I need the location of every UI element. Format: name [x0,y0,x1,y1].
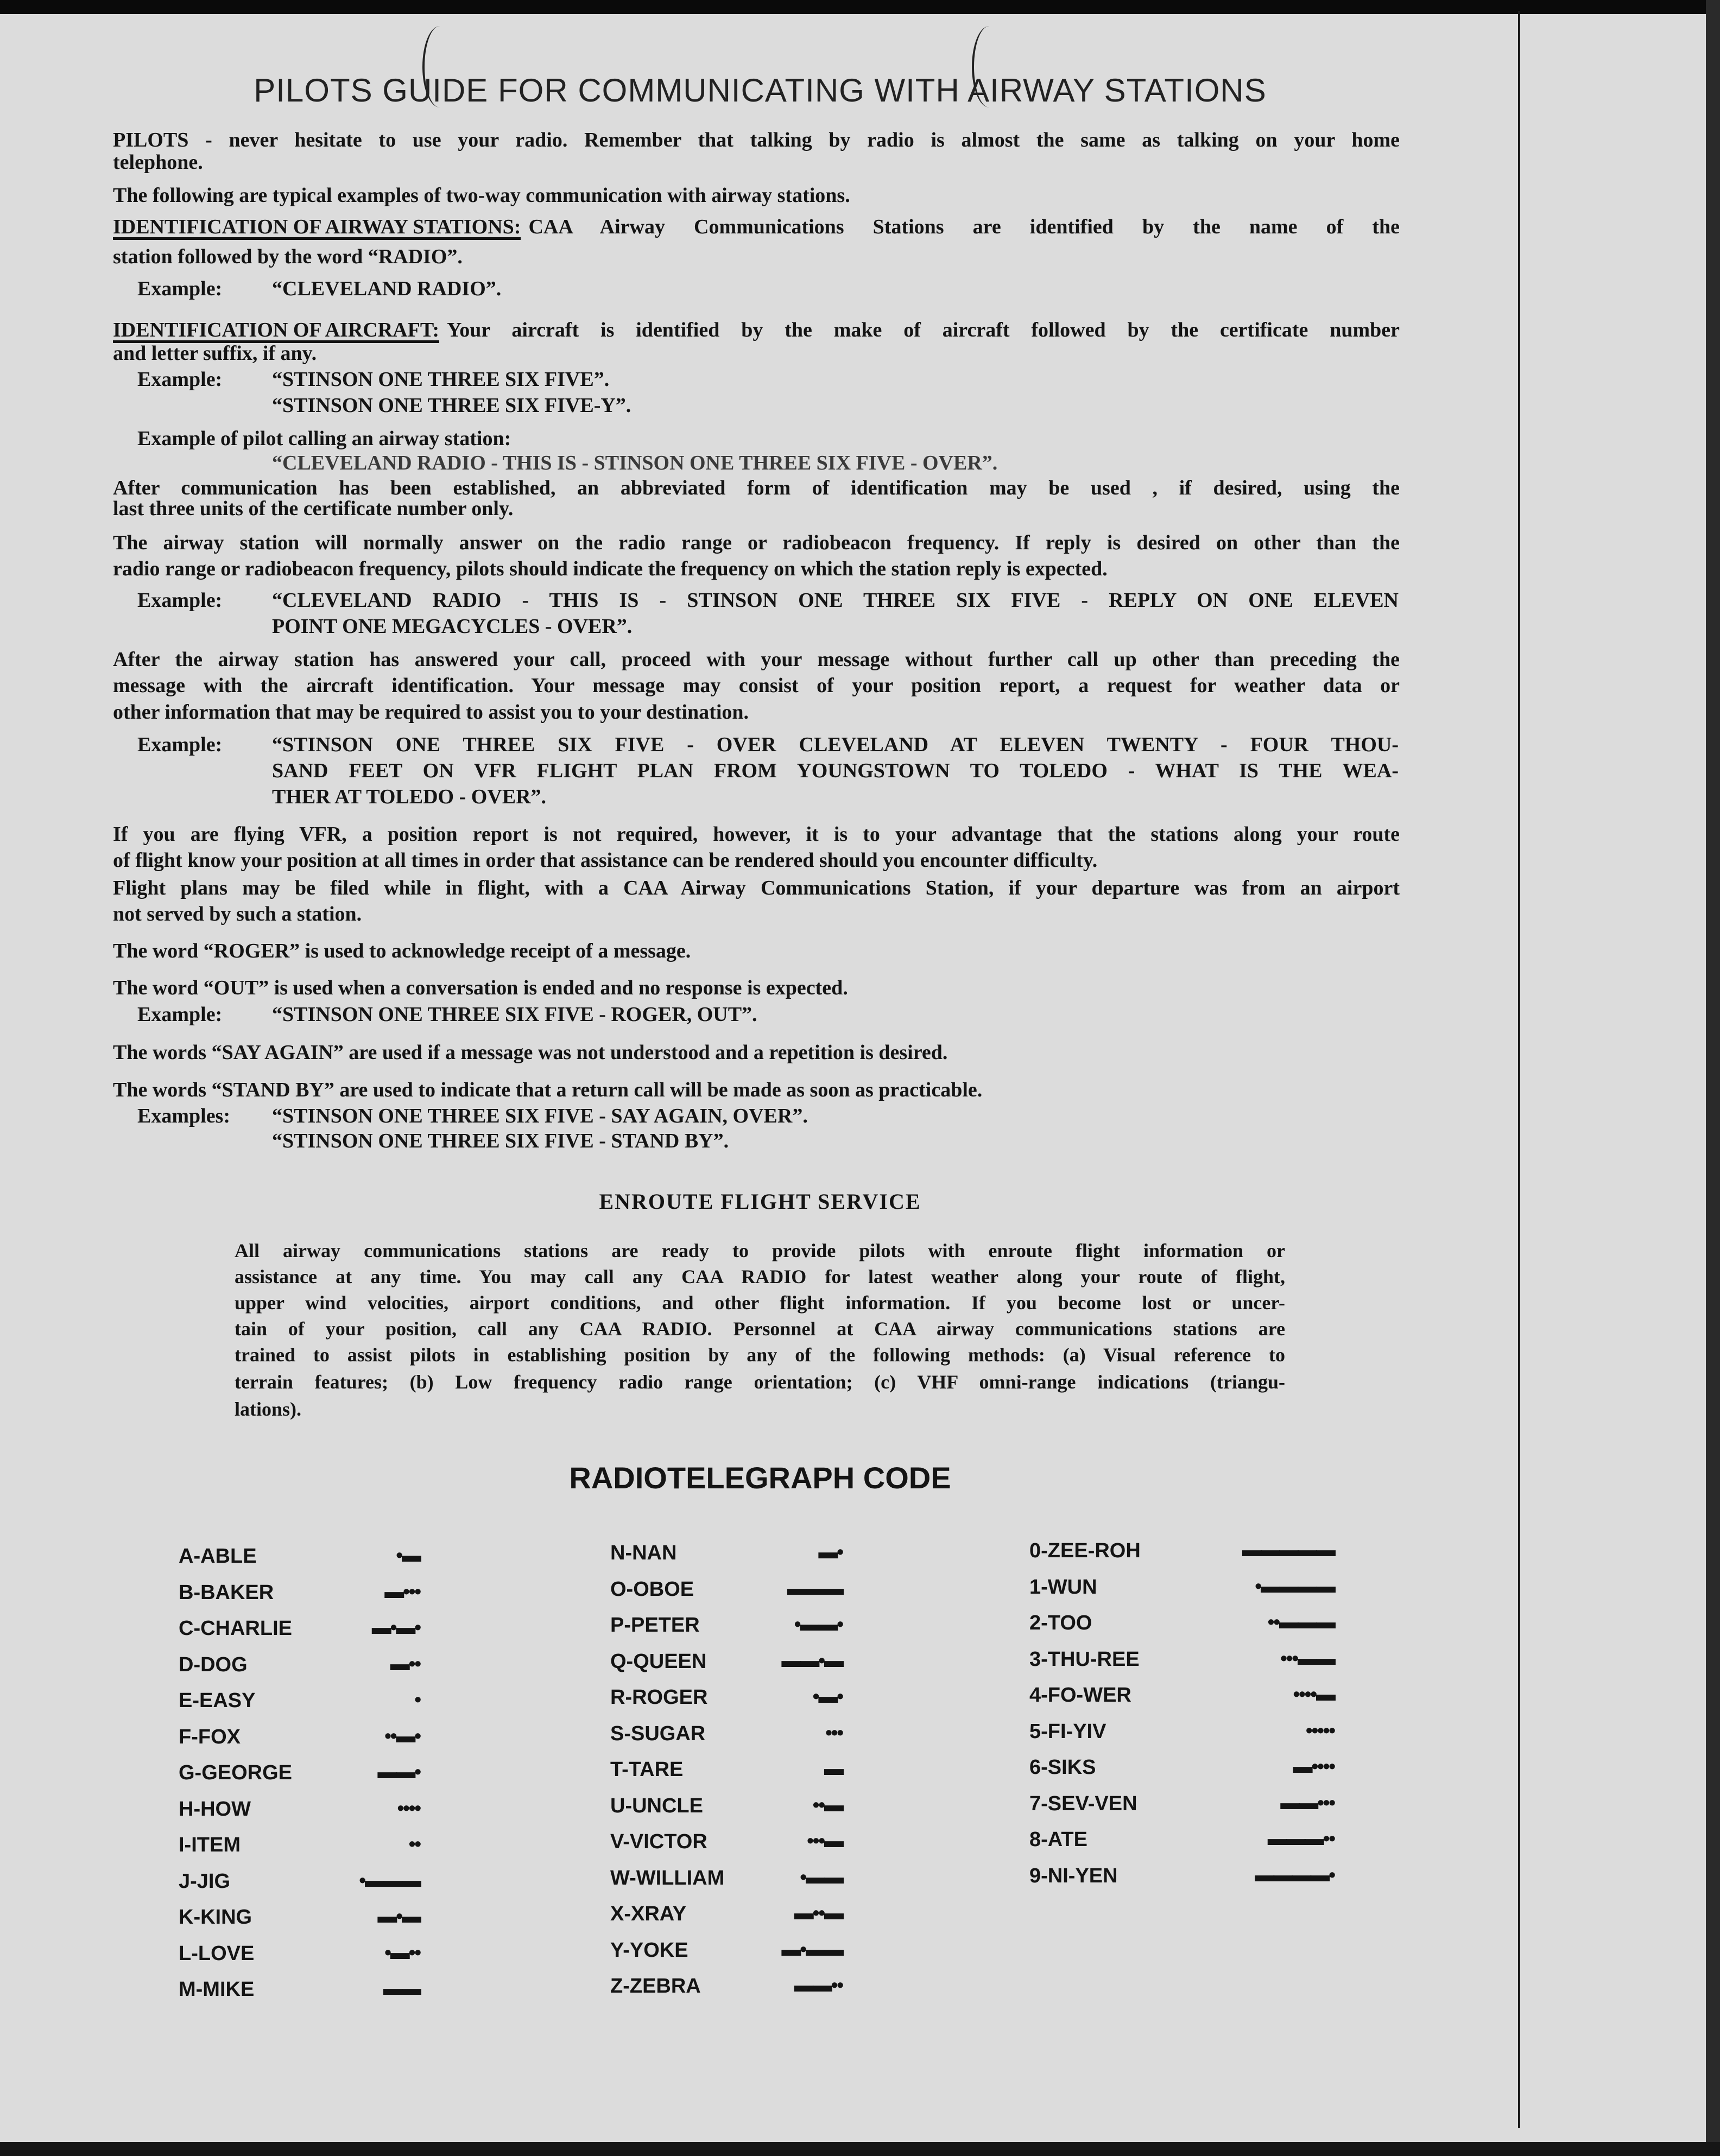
morse-code: ▬▬▬▬▬ [1242,1538,1335,1561]
morse-code: ▬••▬ [794,1901,843,1924]
morse-code: ▬▬•▬ [781,1648,843,1671]
code-row [610,1794,843,1831]
proceed-line: message with the aircraft identification. Your message may consist of your position report, a request for weather data or [113,674,1400,697]
code-row [1029,1539,1335,1576]
code-row [610,1975,843,2011]
example-quote: POINT ONE MEGACYCLES - OVER”. [272,615,633,638]
code-row [610,1830,843,1867]
code-label: 8-ATE [1029,1828,1087,1851]
code-label: Y-YOKE [610,1938,688,1962]
example-label: Example: [137,368,223,391]
morse-code: •• [408,1832,420,1855]
vfr-line: If you are flying VFR, a position report is not required, however, it is to your advantage that the stations along your route [113,823,1400,846]
morse-code: •▬•• [384,1941,420,1963]
morse-code: ▬▬ [383,1977,420,1999]
code-row [179,1870,420,1906]
example-quote: “STINSON ONE THREE SIX FIVE - OVER CLEVELAND AT ELEVEN TWENTY - FOUR THOU- [272,733,1399,756]
morse-code: ▬▬• [377,1760,420,1783]
code-row [179,1834,420,1870]
code-row [610,1867,843,1903]
code-label: D-DOG [179,1653,248,1676]
code-label: X-XRAY [610,1903,687,1925]
code-label: M-MIKE [179,1978,255,2001]
code-label: 1-WUN [1029,1575,1097,1599]
enroute-line: All airway communications stations are ready to provide pilots with enroute flight information or [235,1240,1285,1261]
pilot-calling-label: Example of pilot calling an airway station: [137,427,511,450]
code-label: T-TARE [610,1758,684,1781]
enroute-line: assistance at any time. You may call any CAA RADIO for latest weather along your route of flight, [235,1266,1285,1288]
example-label: Example: [137,1003,223,1026]
enroute-line: terrain features; (b) Low frequency radio range orientation; (c) VHF omni-range indications (triangu- [235,1371,1285,1393]
morse-code: ▬• [818,1540,843,1563]
example-quote: “STINSON ONE THREE SIX FIVE-Y”. [272,394,631,417]
stand-by-text: The words “STAND BY” are used to indicate that a return call will be made as soon as practicable. [113,1079,983,1101]
code-label: 0-ZEE-ROH [1029,1539,1141,1562]
code-label: 2-TOO [1029,1612,1092,1634]
examples-label: Examples: [137,1105,230,1127]
morse-code: ▬•••• [1293,1755,1335,1777]
code-row [179,1798,420,1834]
code-label: L-LOVE [179,1942,255,1965]
enroute-line: upper wind velocities, airport conditions, and other flight information. If you become lost or uncer- [235,1292,1285,1314]
morse-code: ••• [825,1721,843,1743]
code-row [179,1653,420,1690]
code-row [179,1978,420,2014]
proceed-line: After the airway station has answered your call, proceed with your message without further call up other than preceding the [113,648,1400,671]
morse-code: ▬▬▬▬• [1255,1863,1335,1886]
morse-code: ••▬▬▬ [1267,1610,1335,1633]
example-label: Example: [137,589,223,612]
morse-code: ▬•▬• [371,1616,420,1638]
code-label: 9-NI-YEN [1029,1864,1118,1887]
example-quote: “STINSON ONE THREE SIX FIVE - SAY AGAIN, OVER”. [272,1105,808,1127]
code-label: V-VICTOR [610,1830,707,1853]
code-column-letters-a-m [179,1545,420,2014]
code-row [1029,1720,1335,1756]
morse-code: •▬▬• [794,1613,843,1635]
example-label: Example: [137,277,223,300]
code-row [610,1903,843,1939]
id-stations-heading: IDENTIFICATION OF AIRWAY STATIONS: [113,214,521,240]
morse-code: •••▬▬ [1280,1646,1335,1669]
code-row [179,1617,420,1653]
code-row [1029,1612,1335,1648]
code-row [610,1722,843,1759]
code-label: P-PETER [610,1614,700,1637]
code-label: F-FOX [179,1725,241,1748]
page-title: PILOTS GUIDE FOR COMMUNICATING WITH AIRWAY STATIONS [254,72,1267,109]
code-label: I-ITEM [179,1834,241,1856]
example-label: Example: [137,733,223,756]
code-row [1029,1828,1335,1865]
page-edge-rule [1518,11,1520,2128]
enroute-line: lations). [235,1398,302,1420]
code-label: K-KING [179,1906,252,1929]
example-quote: SAND FEET ON VFR FLIGHT PLAN FROM YOUNGSTOWN TO TOLEDO - WHAT IS THE WEA- [272,759,1399,782]
morse-code: ••▬• [384,1724,420,1747]
following-text: The following are typical examples of two-way communication with airway stations. [113,184,850,207]
id-stations-line [113,214,1400,240]
code-label: B-BAKER [179,1581,274,1604]
example-quote: “CLEVELAND RADIO - THIS IS - STINSON ONE THREE SIX FIVE - OVER”. [272,452,998,474]
intro-line: telephone. [113,151,203,174]
abbreviated-line: last three units of the certificate number only. [113,497,514,520]
code-label: E-EASY [179,1689,256,1712]
answer-line: The airway station will normally answer on the radio range or radiobeacon frequency. If reply is desired on other than the [113,531,1400,554]
example-quote: “STINSON ONE THREE SIX FIVE - STAND BY”. [272,1130,729,1152]
code-row [179,1942,420,1979]
code-row [610,1758,843,1794]
morse-code: •▬▬▬ [359,1868,420,1891]
code-label: 7-SEV-VEN [1029,1792,1137,1815]
code-label: 6-SIKS [1029,1756,1096,1779]
code-row [610,1650,843,1686]
code-label: S-SUGAR [610,1722,706,1745]
code-row [610,1578,843,1614]
enroute-line: tain of your position, call any CAA RADIO. Personnel at CAA airway communications stations are [235,1318,1285,1340]
morse-code: ▬▬••• [1280,1791,1335,1813]
morse-code: •▬▬ [800,1865,843,1888]
code-label: W-WILLIAM [610,1866,725,1889]
proceed-line: other information that may be required to assist you to your destination. [113,701,749,724]
flight-plans-line: not served by such a station. [113,903,362,925]
morse-code: •••▬ [807,1829,843,1851]
code-row [179,1581,420,1618]
morse-code: •••• [397,1796,420,1819]
code-row [610,1686,843,1722]
example-quote: THER AT TOLEDO - OVER”. [272,785,547,808]
scan-bottom-border [0,2142,1720,2156]
code-row [179,1545,420,1581]
code-row [179,1761,420,1798]
code-label: C-CHARLIE [179,1617,292,1640]
example-quote: “STINSON ONE THREE SIX FIVE”. [272,368,610,391]
scan-top-border [0,0,1720,14]
morse-code: ▬▬•• [794,1974,843,1996]
scan-right-border [1706,0,1720,2156]
example-quote: “CLEVELAND RADIO - THIS IS - STINSON ONE THREE SIX FIVE - REPLY ON ONE ELEVEN [272,589,1399,612]
enroute-line: trained to assist pilots in establishing position by any of the following methods: (a) Visual reference to [235,1344,1285,1366]
code-label: R-ROGER [610,1686,708,1709]
radiotelegraph-code-title: RADIOTELEGRAPH CODE [569,1461,951,1495]
id-stations-text: CAA Airway Communications Stations are identified by the name of the [528,215,1400,238]
code-label: U-UNCLE [610,1794,703,1817]
code-row [179,1906,420,1942]
code-row [610,1939,843,1975]
morse-code: • [414,1688,420,1710]
enroute-title: ENROUTE FLIGHT SERVICE [599,1189,921,1214]
code-label: Z-ZEBRA [610,1975,701,1998]
code-label: A-ABLE [179,1545,257,1568]
code-column-numbers [1029,1539,1335,1900]
morse-code: ••▬ [812,1793,843,1816]
code-row [1029,1576,1335,1612]
morse-code: ▬ [824,1757,843,1779]
id-aircraft-text: Your aircraft is identified by the make of aircraft followed by the certificate number [447,319,1400,341]
code-column-letters-n-z [610,1542,843,2011]
code-row [1029,1684,1335,1720]
id-stations-line2: station followed by the word “RADIO”. [113,245,463,268]
out-text: The word “OUT” is used when a conversation is ended and no response is expected. [113,976,848,999]
code-label: Q-QUEEN [610,1650,707,1673]
code-row [610,1614,843,1650]
example-quote: “CLEVELAND RADIO”. [272,277,502,300]
code-label: N-NAN [610,1542,677,1564]
abbreviated-line: After communication has been established, an abbreviated form of identification may be used , if desired, using the [113,477,1400,499]
morse-code: •▬▬▬▬ [1255,1574,1335,1597]
id-aircraft-heading: IDENTIFICATION OF AIRCRAFT: [113,317,439,343]
code-label: O-OBOE [610,1577,694,1601]
code-row [1029,1865,1335,1901]
code-label: J-JIG [179,1869,231,1893]
code-row [179,1726,420,1762]
vfr-line: of flight know your position at all times in order that assistance can be rendered should you encounter difficulty. [113,849,1098,872]
morse-code: ▬•▬ [377,1905,420,1927]
code-row [1029,1792,1335,1829]
morse-code: ••••▬ [1293,1683,1335,1705]
id-aircraft-line [113,317,1400,343]
morse-code: ▬••• [384,1580,420,1602]
morse-code: ▬▬▬ [787,1576,843,1599]
id-aircraft-line2: and letter suffix, if any. [113,342,317,365]
say-again-text: The words “SAY AGAIN” are used if a message was not understood and a repetition is desired. [113,1041,948,1064]
answer-line: radio range or radiobeacon frequency, pilots should indicate the frequency on which the station reply is expected. [113,557,1108,580]
morse-code: •▬• [812,1685,843,1707]
code-row [179,1689,420,1726]
morse-code: ••••• [1305,1719,1335,1741]
code-label: 3-THU-REE [1029,1647,1140,1671]
code-label: H-HOW [179,1797,251,1821]
code-row [1029,1756,1335,1792]
code-label: 5-FI-YIV [1029,1720,1106,1743]
morse-code: •▬ [396,1544,420,1566]
code-label: G-GEORGE [179,1761,293,1784]
intro-line: PILOTS - never hesitate to use your radio. Remember that talking by radio is almost the same as talking on your home [113,129,1400,151]
code-row [1029,1648,1335,1684]
code-label: 4-FO-WER [1029,1684,1131,1707]
code-row [610,1542,843,1578]
flight-plans-line: Flight plans may be filed while in flight, with a CAA Airway Communications Station, if your departure was from an airport [113,877,1400,899]
morse-code: ▬▬▬•• [1267,1827,1335,1849]
morse-code: ▬•▬▬ [781,1937,843,1960]
roger-text: The word “ROGER” is used to acknowledge receipt of a message. [113,940,691,962]
morse-code: ▬•• [390,1652,420,1675]
example-quote: “STINSON ONE THREE SIX FIVE - ROGER, OUT”. [272,1003,757,1026]
